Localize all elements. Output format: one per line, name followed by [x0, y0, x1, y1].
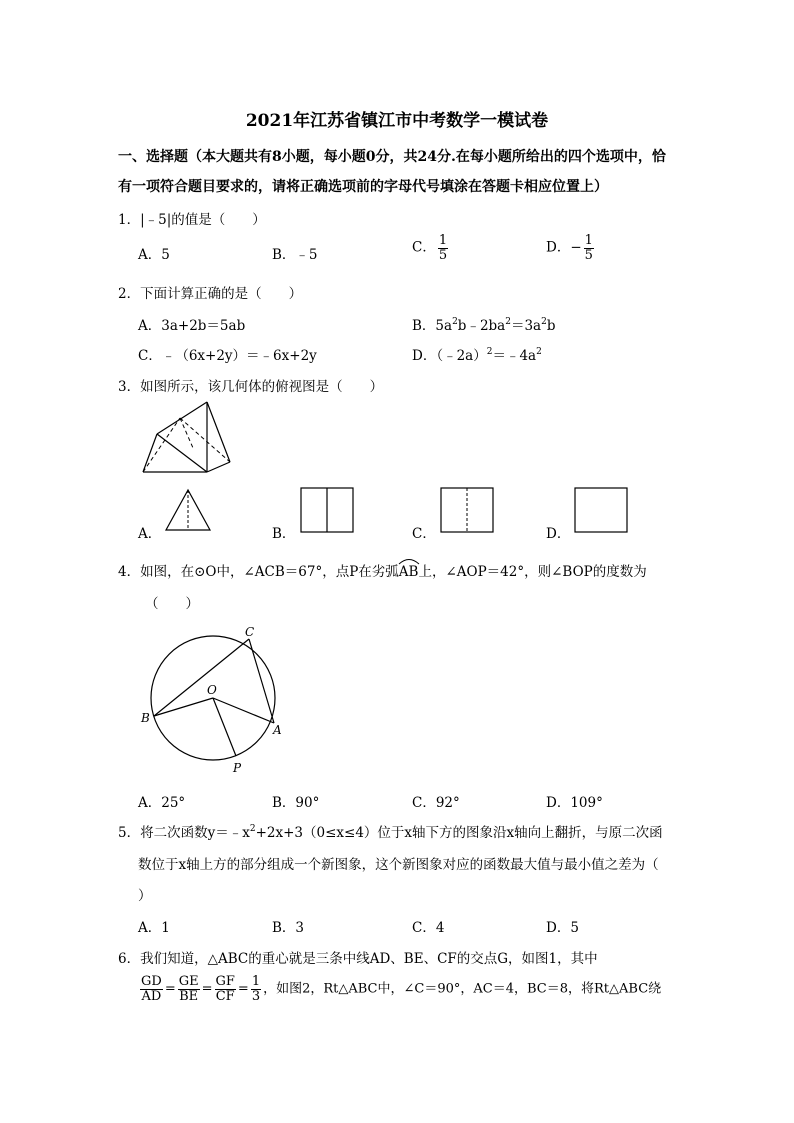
label-p: P	[233, 761, 242, 775]
q2-b-part: ＝3a	[510, 318, 542, 334]
q2-b-exponent: 2	[505, 317, 511, 327]
arc-label: AB	[398, 564, 419, 580]
q2-d-part: ＝﹣4a	[492, 348, 537, 364]
q1-option-c-prefix: C．	[412, 239, 436, 256]
q2-option-b[interactable]	[412, 314, 555, 334]
fraction-denominator: AD	[141, 988, 162, 1004]
fraction-denominator: BE	[179, 988, 199, 1004]
arc-ab-notation	[399, 564, 419, 580]
fraction-gf-cf	[215, 975, 236, 1003]
q5-stem-line-1	[118, 821, 663, 841]
q2-b-exponent: 2	[452, 317, 458, 327]
prism-edge	[157, 434, 207, 472]
fraction-gd-ad	[140, 975, 163, 1003]
section-heading-line-2: 有一项符合题目要求的，请将正确选项前的字母代号填涂在答题卡相应位置上）	[118, 179, 608, 195]
fraction-numerator: GE	[178, 974, 199, 989]
section-heading-line-1: 一、选择题（本大题共有8小题，每小题0分，共24分.在每小题所给出的四个选项中，恰	[118, 149, 666, 165]
q6-stem-part: ，如图2，Rt△ABC中，∠C＝90°，AC＝4，BC＝8，将Rt△ABC绕	[263, 981, 662, 997]
q6-stem-line-2	[138, 975, 661, 1003]
segment-op	[213, 698, 236, 756]
q2-option-a[interactable]: A．3a+2b＝5ab	[138, 318, 246, 334]
page-title: 2021年江苏省镇江市中考数学一模试卷	[245, 111, 549, 131]
triangular-prism-figure	[135, 400, 235, 480]
segment-oa	[213, 698, 274, 723]
q2-d-part: D．（﹣2a）	[412, 348, 487, 364]
segment-ca	[249, 639, 274, 723]
q3-stem: 3．如图所示，该几何体的俯视图是（ ）	[118, 379, 384, 395]
q5-option-d[interactable]: D．5	[546, 920, 579, 936]
fraction-numerator: 1	[251, 974, 261, 989]
label-b: B	[141, 711, 150, 725]
equals-sign: =	[201, 981, 213, 997]
q3-option-c-figure	[440, 487, 496, 535]
prism-edge	[157, 402, 207, 434]
q1-option-c[interactable]	[412, 234, 450, 262]
q5-stem-part: +2x+3（0≤x≤4）位于x轴下方的图象沿x轴向上翻折，与原二次函	[255, 825, 663, 841]
fraction-numerator: GF	[215, 974, 235, 989]
q3-option-b-figure	[300, 487, 356, 535]
label-o: O	[207, 683, 217, 697]
q4-option-b[interactable]: B．90°	[272, 795, 320, 811]
prism-edge	[207, 462, 230, 472]
q1-option-d-prefix: D．−	[546, 239, 582, 256]
fraction-one-third	[251, 975, 261, 1003]
q5-exponent: 2	[249, 824, 256, 834]
q1-c-numerator: 1	[438, 233, 448, 248]
q5-stem-part: 5．将二次函数y＝﹣x	[118, 825, 250, 841]
label-c: C	[245, 625, 255, 639]
q2-b-part: b	[546, 318, 556, 334]
q3-option-d[interactable]: D．	[546, 526, 571, 542]
prism-hidden-edge	[180, 418, 193, 448]
q1-d-numerator: 1	[584, 233, 593, 248]
q1-option-d[interactable]	[546, 234, 596, 262]
prism-edge	[207, 402, 230, 462]
q1-option-d-fraction	[584, 234, 594, 262]
segment-cb	[154, 639, 249, 716]
q2-b-part: B．5a	[412, 318, 453, 334]
q5-stem-line-3: ）	[138, 888, 152, 904]
q5-option-b[interactable]: B．3	[272, 920, 305, 936]
fraction-denominator: 3	[251, 988, 261, 1004]
circle-geometry-figure	[130, 622, 300, 782]
q5-stem-line-2: 数位于x轴上方的部分组成一个新图象，这个新图象对应的函数最大值与最小值之差为（	[138, 857, 659, 873]
q4-option-a[interactable]: A．25°	[138, 795, 186, 811]
arc-symbol-icon	[398, 557, 420, 565]
fraction-numerator: GD	[141, 974, 162, 989]
q1-c-denominator: 5	[438, 247, 448, 263]
fraction-ge-be	[178, 975, 200, 1003]
q2-b-exponent: 2	[541, 317, 547, 327]
segment-ob	[154, 698, 213, 716]
q2-d-exponent: 2	[536, 347, 542, 357]
q3-option-b[interactable]: B．	[272, 526, 296, 542]
q3-option-d-figure	[574, 487, 630, 535]
q2-b-part: b﹣2ba	[457, 318, 506, 334]
label-a: A	[273, 723, 282, 737]
q1-stem: 1．|﹣5|的值是（ ）	[118, 212, 266, 228]
q3-option-a-figure	[164, 488, 216, 534]
q1-option-a[interactable]: A．5	[138, 247, 170, 263]
q1-option-c-fraction	[438, 234, 448, 262]
equals-sign: =	[237, 981, 249, 997]
prism-hidden-edge	[180, 418, 230, 462]
q4-stem-part: 上，∠AOP＝42°，则∠BOP的度数为	[418, 564, 647, 580]
q4-option-d[interactable]: D．109°	[546, 795, 603, 811]
q4-stem	[118, 560, 647, 580]
q2-stem: 2．下面计算正确的是（ ）	[118, 286, 303, 302]
q4-option-c[interactable]: C．92°	[412, 795, 460, 811]
q4-stem-part: 4．如图，在⊙O中，∠ACB＝67°，点P在劣弧	[118, 564, 399, 580]
q5-option-a[interactable]: A．1	[138, 920, 170, 936]
fraction-denominator: CF	[215, 988, 235, 1004]
q5-option-c[interactable]: C．4	[412, 920, 445, 936]
q4-stem-bracket: （ ）	[145, 596, 199, 612]
q2-d-exponent: 2	[486, 347, 493, 357]
q2-option-d[interactable]	[412, 344, 542, 364]
q2-option-c[interactable]: C．﹣（6x+2y）＝﹣6x+2y	[138, 348, 317, 364]
prism-hidden-edge	[143, 418, 180, 472]
q6-stem-line-1: 6．我们知道，△ABC的重心就是三条中线AD、BE、CF的交点G，如图1，其中	[118, 951, 598, 967]
q3-option-c[interactable]: C．	[412, 526, 436, 542]
equals-sign: =	[164, 981, 176, 997]
prism-edge	[143, 434, 157, 472]
q1-d-denominator: 5	[584, 247, 593, 263]
rectangle-outline	[575, 488, 627, 532]
q3-option-a[interactable]: A．	[138, 526, 162, 542]
q1-option-b[interactable]: B．﹣5	[272, 247, 318, 263]
